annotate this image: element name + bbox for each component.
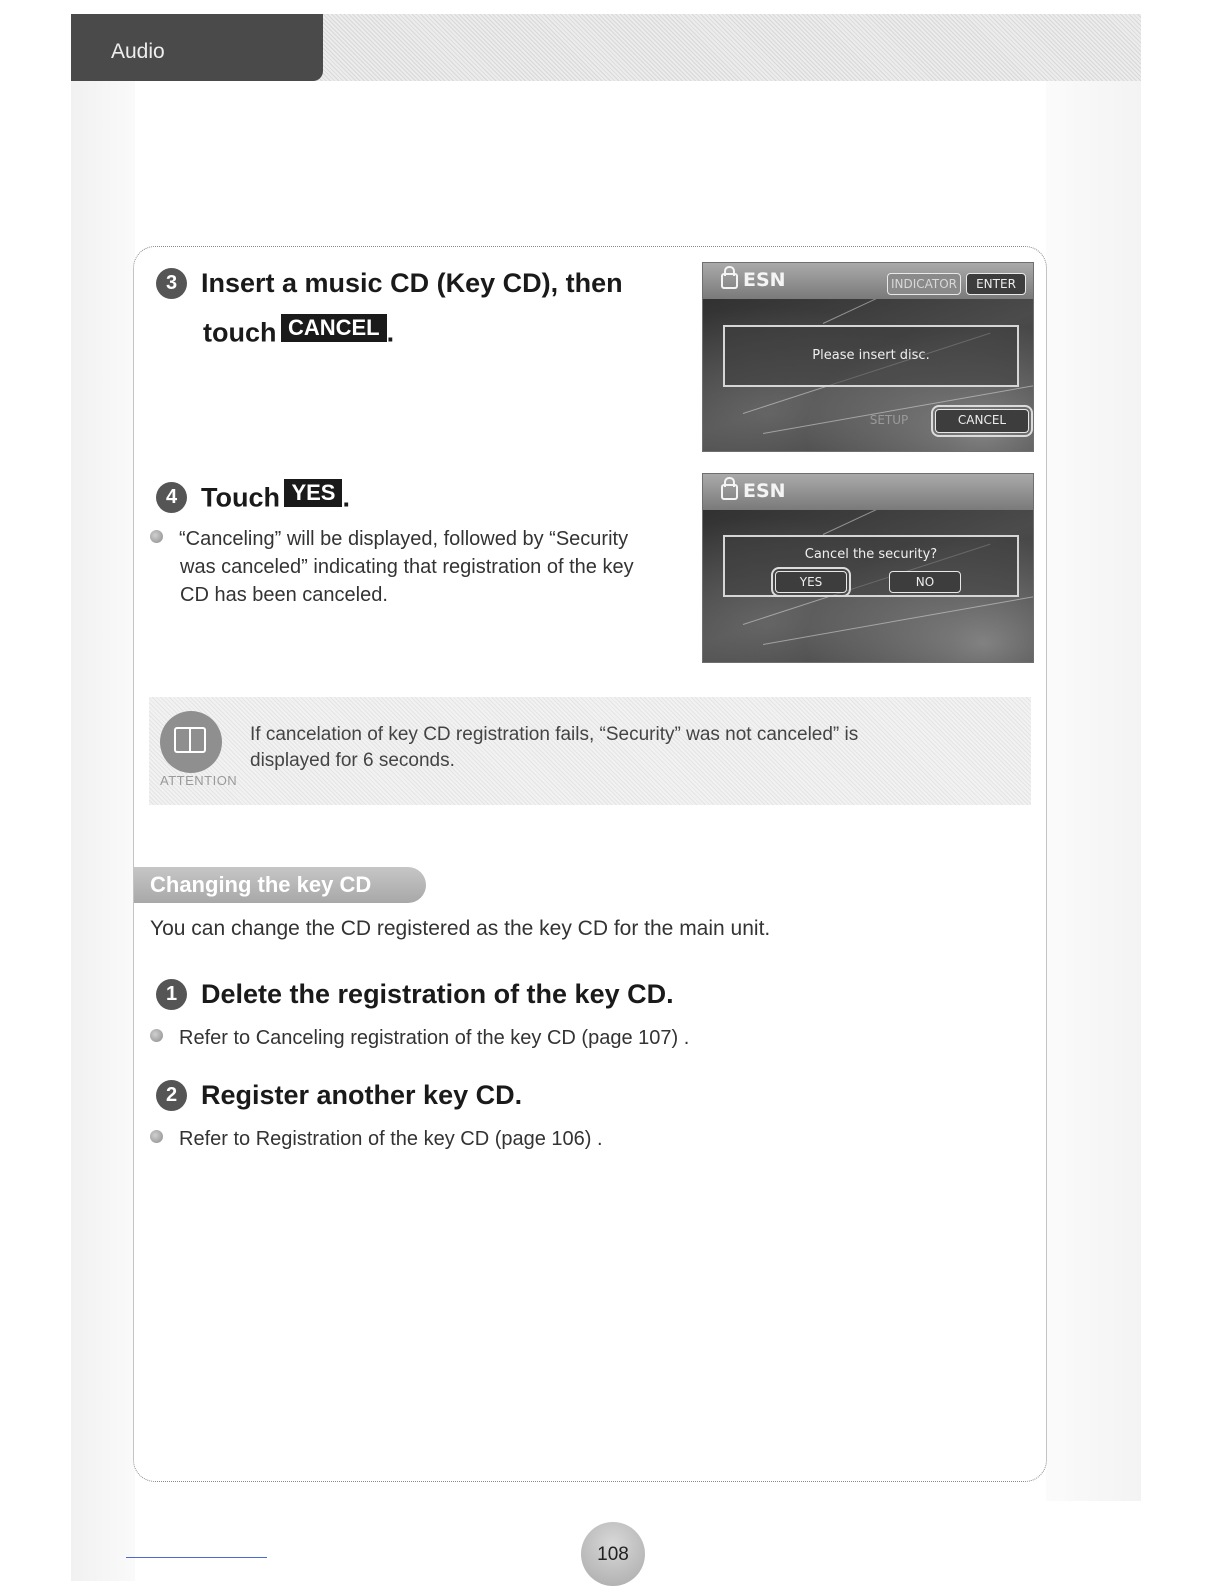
step-number-1: 1 xyxy=(156,979,187,1010)
step-4-period: . xyxy=(342,482,350,513)
step-3 xyxy=(156,268,623,299)
lock-icon xyxy=(721,484,738,500)
screen2-message: Cancel the security? xyxy=(804,547,938,562)
bullet-icon xyxy=(150,1130,163,1143)
cancel-key-label: CANCEL xyxy=(281,314,387,342)
cancel-button[interactable]: CANCEL xyxy=(935,409,1029,433)
enter-button[interactable]: ENTER xyxy=(966,273,1026,295)
lock-icon xyxy=(721,273,738,289)
step-1 xyxy=(156,979,674,1010)
screen-cancel-security xyxy=(702,473,1034,663)
attention-book-icon xyxy=(160,711,222,773)
section-title: Changing the key CD xyxy=(134,867,426,903)
left-margin-shade xyxy=(71,81,135,1581)
yes-key-label: YES xyxy=(284,479,342,507)
step-2-note: Refer to Registration of the key CD (page 106) . xyxy=(150,1125,603,1153)
section-intro: You can change the CD registered as the key CD for the main unit. xyxy=(150,917,771,940)
step-number-2: 2 xyxy=(156,1080,187,1111)
section-header xyxy=(71,14,323,81)
step-number-4: 4 xyxy=(156,482,187,513)
step-3-touch-word: touch xyxy=(203,317,277,348)
step-3-line2 xyxy=(203,314,394,348)
bullet-icon xyxy=(150,530,163,543)
screen2-title: ESN xyxy=(721,480,786,502)
no-button[interactable]: NO xyxy=(889,571,961,593)
step-4-note-line3: CD has been canceled. xyxy=(180,584,388,606)
setup-button[interactable]: SETUP xyxy=(869,413,909,427)
step-2 xyxy=(156,1080,522,1111)
indicator-button[interactable]: INDICATOR xyxy=(887,273,961,295)
right-margin-shade xyxy=(1046,81,1141,1501)
footer-rule xyxy=(126,1557,267,1558)
yes-button[interactable]: YES xyxy=(775,571,847,593)
step-3-period: . xyxy=(386,317,395,348)
bullet-icon xyxy=(150,1029,163,1042)
step-1-note: Refer to Canceling registration of the key CD (page 107) . xyxy=(150,1024,689,1052)
attention-box xyxy=(149,697,1031,805)
screen1-title: ESN xyxy=(721,269,786,291)
screen1-message: Please insert disc. xyxy=(723,325,1019,387)
screen2-dialog xyxy=(723,535,1019,597)
step-3-title-line1: Insert a music CD (Key CD), then xyxy=(201,268,623,298)
screen-please-insert-disc xyxy=(702,262,1034,452)
header-title: Audio xyxy=(111,40,165,63)
attention-label: ATTENTION xyxy=(160,773,238,788)
step-4-touch-word: Touch xyxy=(201,482,280,513)
page-number: 108 xyxy=(581,1522,645,1586)
step-4-note-line1: “Canceling” will be displayed, followed by “Security xyxy=(150,525,628,553)
step-1-title: Delete the registration of the key CD. xyxy=(201,979,674,1009)
attention-text: If cancelation of key CD registration fails, “Security” was not canceled” is displayed for 6 seconds. xyxy=(250,724,859,771)
step-4 xyxy=(156,479,350,513)
step-number-3: 3 xyxy=(156,268,187,299)
step-4-note-line2: was canceled” indicating that registration of the key xyxy=(180,556,634,578)
step-2-title: Register another key CD. xyxy=(201,1080,523,1110)
